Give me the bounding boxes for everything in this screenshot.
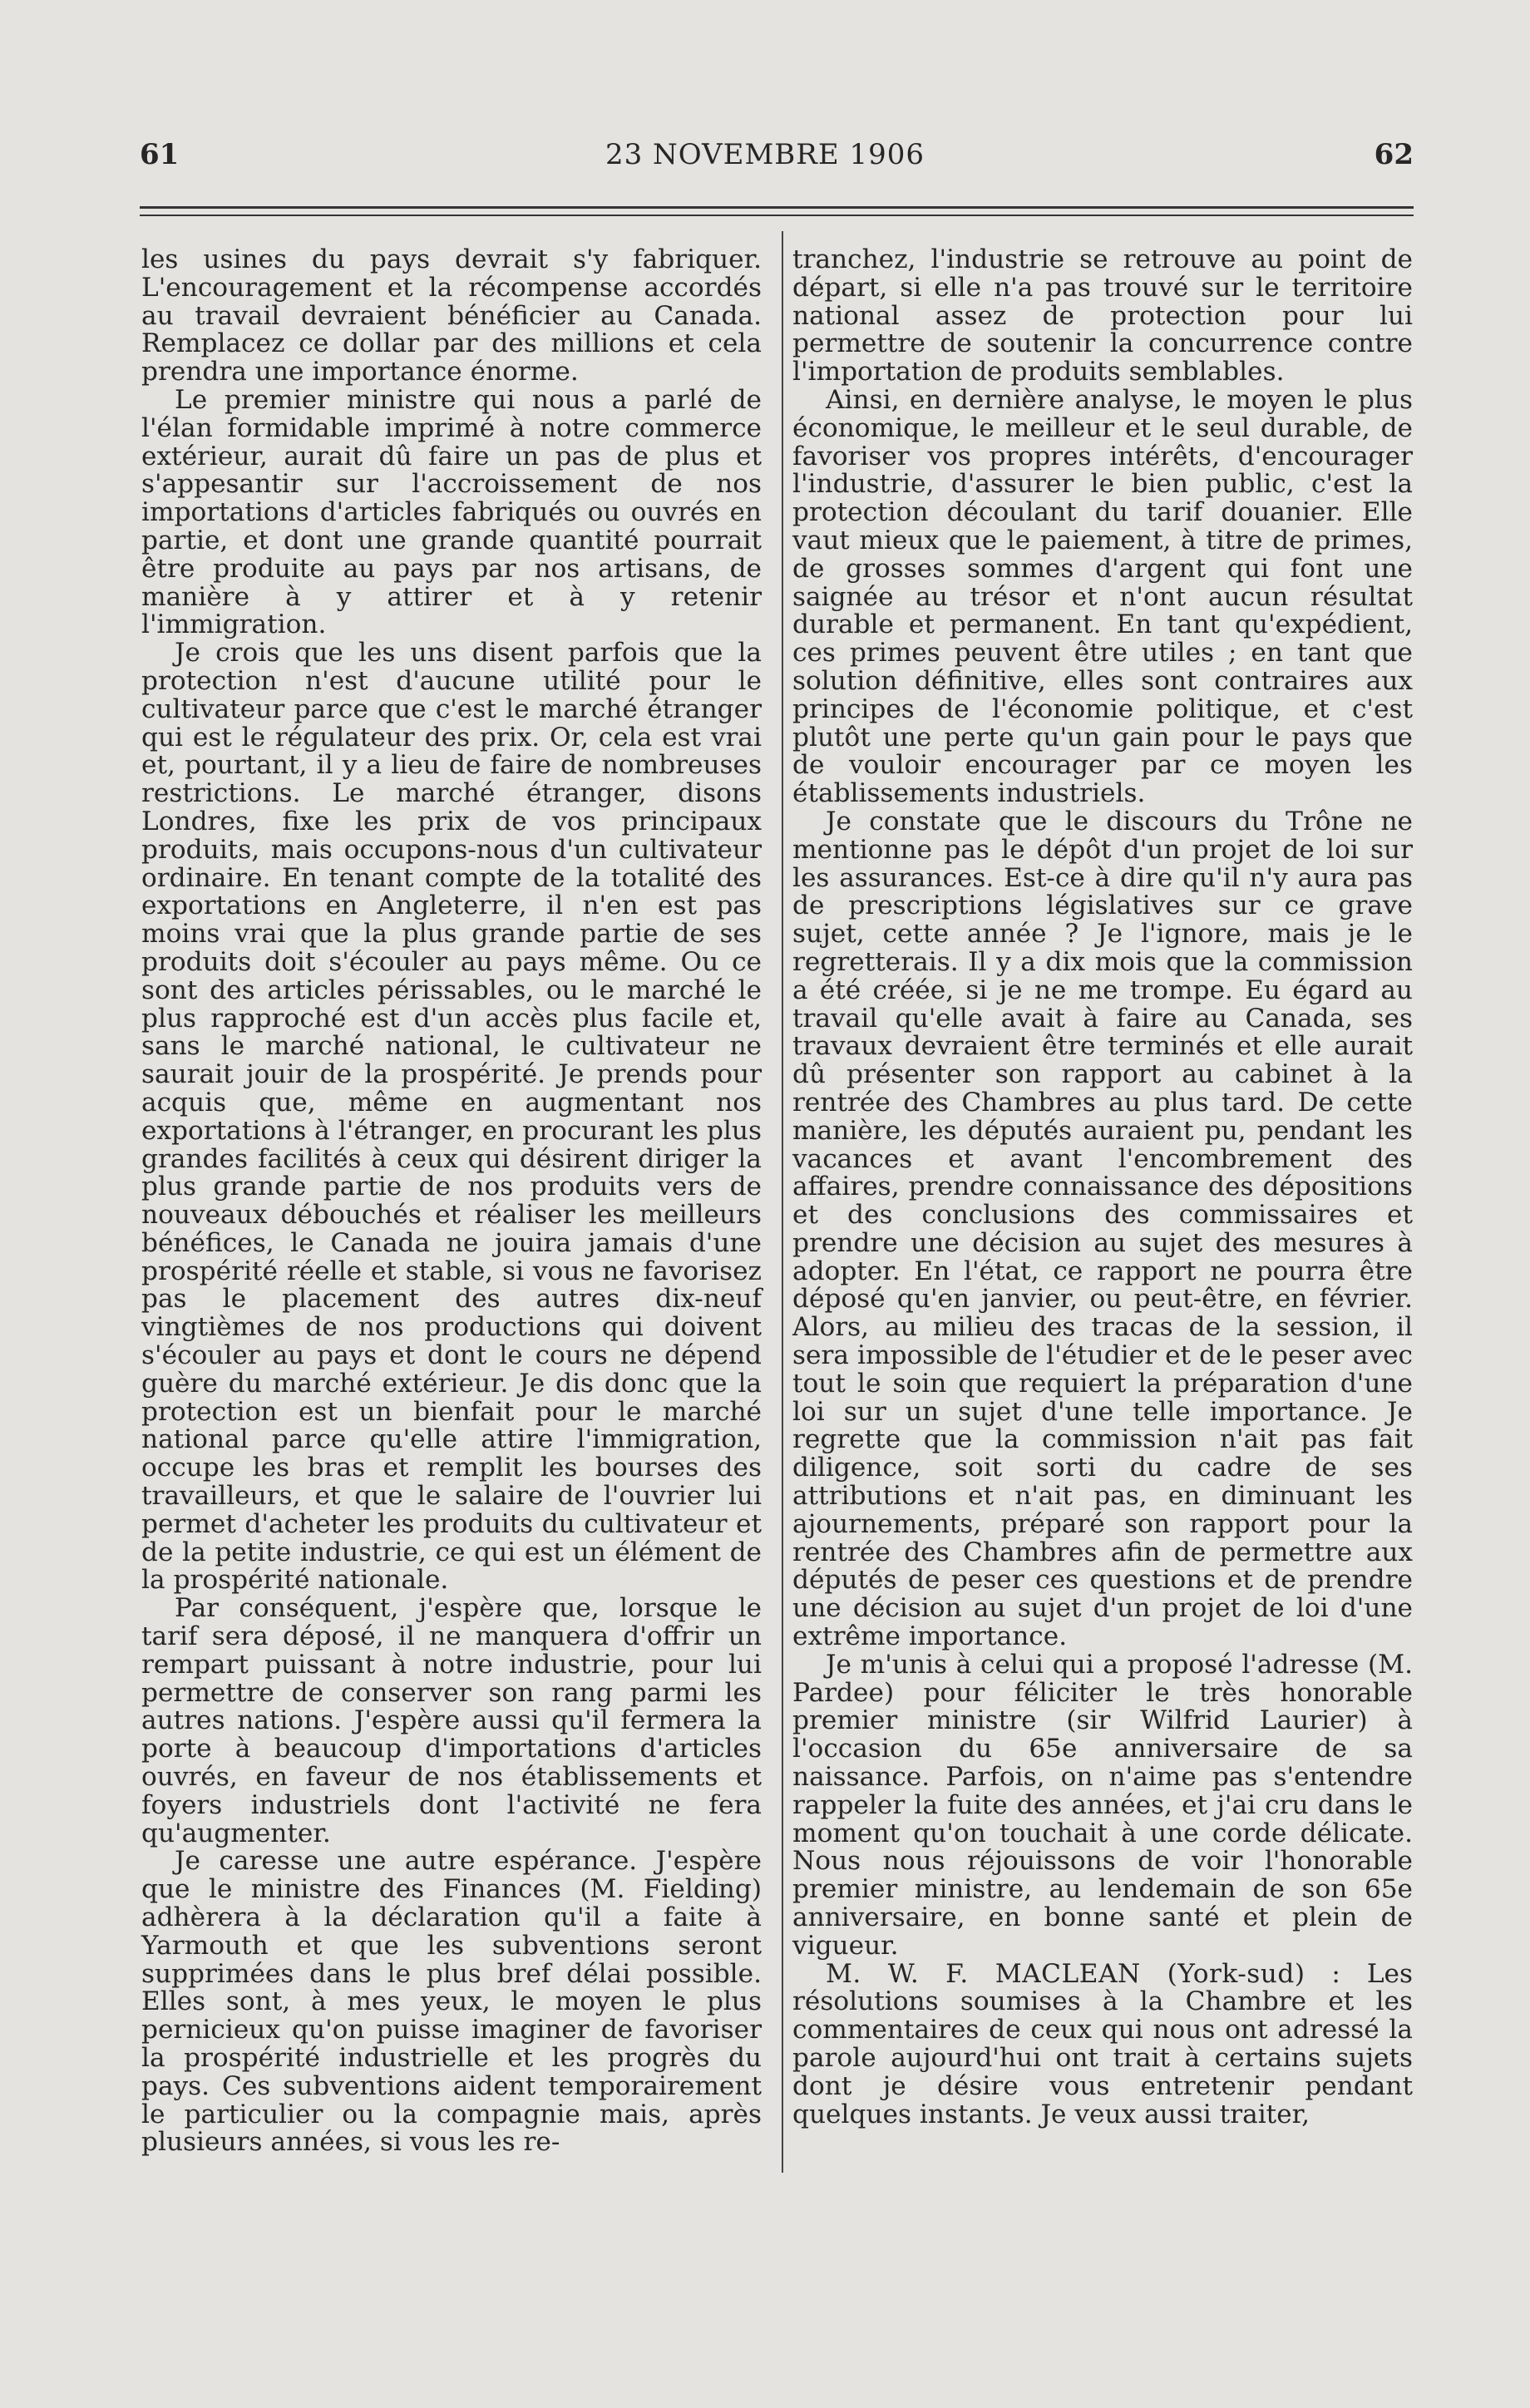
speaker-text: Les résolutions soumises à la Chambre et les commentaires de ceux qui nous ont adressé la parole aujourd'hui ont trait à certains sujets dont je désire vous entretenir pendant quelques instants. Je veux aussi traiter, [792, 1958, 1413, 2129]
paragraph: Ainsi, en dernière analyse, le moyen le plus économique, le meilleur et le seul durable, de favoriser vos propres intérêts, d'encourager l'industrie, d'assurer le bien public, c'est la protection découlant du tarif douanier. Elle vaut mieux que le paiement, à titre de primes, de grosses sommes d'argent qui font une saignée au trésor et n'ont aucun résultat durable et permanent. En tant qu'expédient, ces primes peuvent être utiles ; en tant que solution définitive, elles sont contraires aux principes de l'économie politique, et c'est plutôt une perte qu'un gain pour le pays que de vouloir encourager par ce moyen les établissements industriels. [792, 384, 1413, 809]
paragraph: tranchez, l'industrie se retrouve au point de départ, si elle n'a pas trouvé sur le territoire national assez de protection pour lui permettre de soutenir la concurrence contre l'importation de produits semblables. [792, 244, 1413, 387]
column-divider [782, 231, 783, 2173]
paragraph: les usines du pays devrait s'y fabriquer. L'encouragement et la récompense accordés au travail devraient bénéficier au Canada. Remplacez ce dollar par des millions et cela prendra une importance énorme. [141, 244, 762, 387]
page-number-right: 62 [1374, 138, 1414, 171]
page-title: 23 NOVEMBRE 1906 [605, 138, 925, 171]
paragraph: Je caresse une autre espérance. J'espère que le ministre des Finances (M. Fielding) adhèrera à la déclaration qu'il a faite à Yarmouth et que les subventions seront supprimées dans le plus bref délai possible. Elles sont, à mes yeux, le moyen le plus pernicieux qu'on puisse imaginer de favoriser la prospérité industrielle et les progrès du pays. Ces subventions aident temporairement le particulier ou la compagnie mais, après plusieurs années, si vous les re- [141, 1846, 762, 2158]
paragraph: Je constate que le discours du Trône ne mentionne pas le dépôt d'un projet de loi sur les assurances. Est-ce à dire qu'il n'y aura pas de prescriptions législatives sur ce grave sujet, cette année ? Je l'ignore, mais je le regretterais. Il y a dix mois que la commission a été créée, si je ne me trompe. Eu égard au travail qu'elle avait à faire au Canada, ses travaux devraient être terminés et elle aurait dû présenter son rapport au cabinet à la rentrée des Chambres au plus tard. De cette manière, les députés auraient pu, pendant les vacances et avant l'encombrement des affaires, prendre connaissance des dépositions et des conclusions des commissaires et prendre une décision au sujet des mesures à adopter. En l'état, ce rapport ne pourra être déposé qu'en janvier, ou peut-être, en février. Alors, au milieu des tracas de la session, il sera impossible de l'étudier et de le peser avec tout le soin que requiert la préparation d'une loi sur un sujet d'une telle importance. Je regrette que la commission n'ait pas fait diligence, soit sorti du cadre de ses attributions et n'ait pas, en diminuant les ajournements, préparé son rapport pour la rentrée des Chambres afin de permettre aux députés de peser ces questions et de prendre une décision au sujet d'un projet de loi d'une extrême importance. [792, 806, 1413, 1652]
page-number-left: 61 [140, 138, 180, 171]
speaker-name: M. W. F. MACLEAN (York-sud) : [826, 1958, 1341, 1989]
paragraph: Le premier ministre qui nous a parlé de l'élan formidable imprimé à notre commerce extérieur, aurait dû faire un pas de plus et s'appesantir sur l'accroissement de nos importations d'articles fabriqués ou ouvrés en partie, et dont une grande quantité pourrait être produite au pays par nos artisans, de manière à y attirer et à y retenir l'immigration. [141, 384, 762, 640]
header-rule-top [140, 206, 1414, 209]
header-rule-bottom [140, 215, 1414, 216]
left-column [141, 246, 762, 2157]
page-header [0, 138, 1530, 188]
paragraph: Je crois que les uns disent parfois que la protection n'est d'aucune utilité pour le cultivateur parce que c'est le marché étranger qui est le régulateur des prix. Or, cela est vrai et, pourtant, il y a lieu de faire de nombreuses restrictions. Le marché étranger, disons Londres, fixe les prix de vos principaux produits, mais occupons-nous d'un cultivateur ordinaire. En tenant compte de la totalité des exportations en Angleterre, il n'en est pas moins vrai que la plus grande partie de ses produits doit s'écouler au pays même. Ou ce sont des articles périssables, ou le marché le plus rapproché est d'un accès plus facile et, sans le marché national, le cultivateur ne saurait jouir de la prospérité. Je prends pour acquis que, même en augmentant nos exportations à l'étranger, en procurant les plus grandes facilités à ceux qui désirent diriger la plus grande partie de nos produits vers de nouveaux débouchés et réaliser les meilleurs bénéfices, le Canada ne jouira jamais d'une prospérité réelle et stable, si vous ne favorisez pas le placement des autres dix-neuf vingtièmes de nos productions qui doivent s'écouler au pays et dont le cours ne dépend guère du marché extérieur. Je dis donc que la protection est un bienfait pour le marché national parce qu'elle attire l'immigration, occupe les bras et remplit les bourses des travailleurs, et que le salaire de l'ouvrier lui permet d'acheter les produits du cultivateur et de la petite industrie, ce qui est un élément de la prospérité nationale. [141, 638, 762, 1596]
paragraph: Je m'unis à celui qui a proposé l'adresse (M. Pardee) pour féliciter le très honorable premier ministre (sir Wilfrid Laurier) à l'occasion du 65e anniversaire de sa naissance. Parfois, on n'aime pas s'entendre rappeler la fuite des années, et j'ai cru dans le moment qu'on touchait à une corde délicate. Nous nous réjouissons de voir l'honorable premier ministre, au lendemain de son 65e anniversaire, en bonne santé et plein de vigueur. [792, 1649, 1413, 1961]
right-column [792, 246, 1413, 2129]
speaker-paragraph [792, 1958, 1413, 2129]
paragraph: Par conséquent, j'espère que, lorsque le tarif sera déposé, il ne manquera d'offrir un rempart puissant à notre industrie, pour lui permettre de conserver son rang parmi les autres nations. J'espère aussi qu'il fermera la porte à beaucoup d'importations d'articles ouvrés, en faveur de nos établissements et foyers industriels dont l'activité ne fera qu'augmenter. [141, 1593, 762, 1848]
